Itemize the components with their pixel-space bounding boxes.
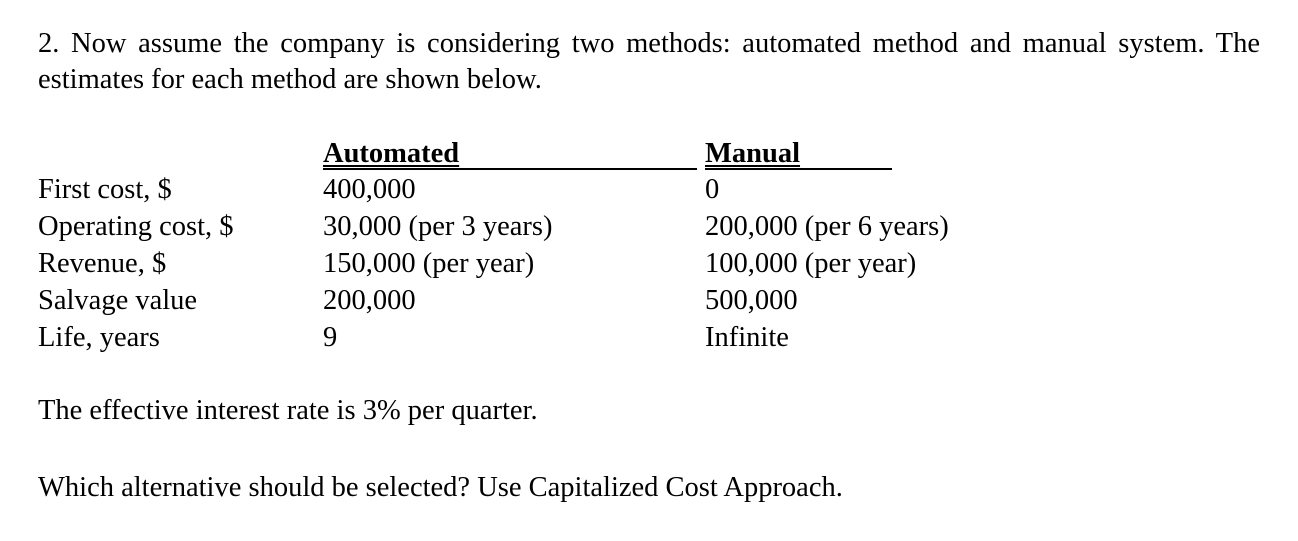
question-text: Which alternative should be selected? Use Capitalized Cost Approach. [38,472,843,503]
table-row [0,209,1298,246]
table-row [0,320,1298,357]
table-row [0,172,1298,209]
header-underline-automated [323,168,697,170]
automated-value: 200,000 [323,285,416,316]
table-row [0,283,1298,320]
automated-value: 150,000 (per year) [323,248,535,279]
manual-value: 500,000 [705,285,798,316]
problem-intro: 2. Now assume the company is considering two methods: automated method and manual system. The estimates for each method are shown below. [38,28,1260,95]
row-label: Life, years [38,322,160,353]
header-automated: Automated [323,138,460,169]
row-label: Salvage value [38,285,198,316]
row-label: Operating cost, $ [38,211,234,242]
manual-value: 0 [705,174,720,205]
table-row [0,246,1298,283]
automated-value: 30,000 (per 3 years) [323,211,553,242]
header-underline-manual [705,168,892,170]
interest-rate-note: The effective interest rate is 3% per quarter. [38,395,538,426]
header-manual: Manual [705,138,801,169]
row-label: Revenue, $ [38,248,167,279]
automated-value: 9 [323,322,338,353]
manual-value: 200,000 (per 6 years) [705,211,949,242]
manual-value: 100,000 (per year) [705,248,917,279]
row-label: First cost, $ [38,174,172,205]
manual-value: Infinite [705,322,789,353]
automated-value: 400,000 [323,174,416,205]
